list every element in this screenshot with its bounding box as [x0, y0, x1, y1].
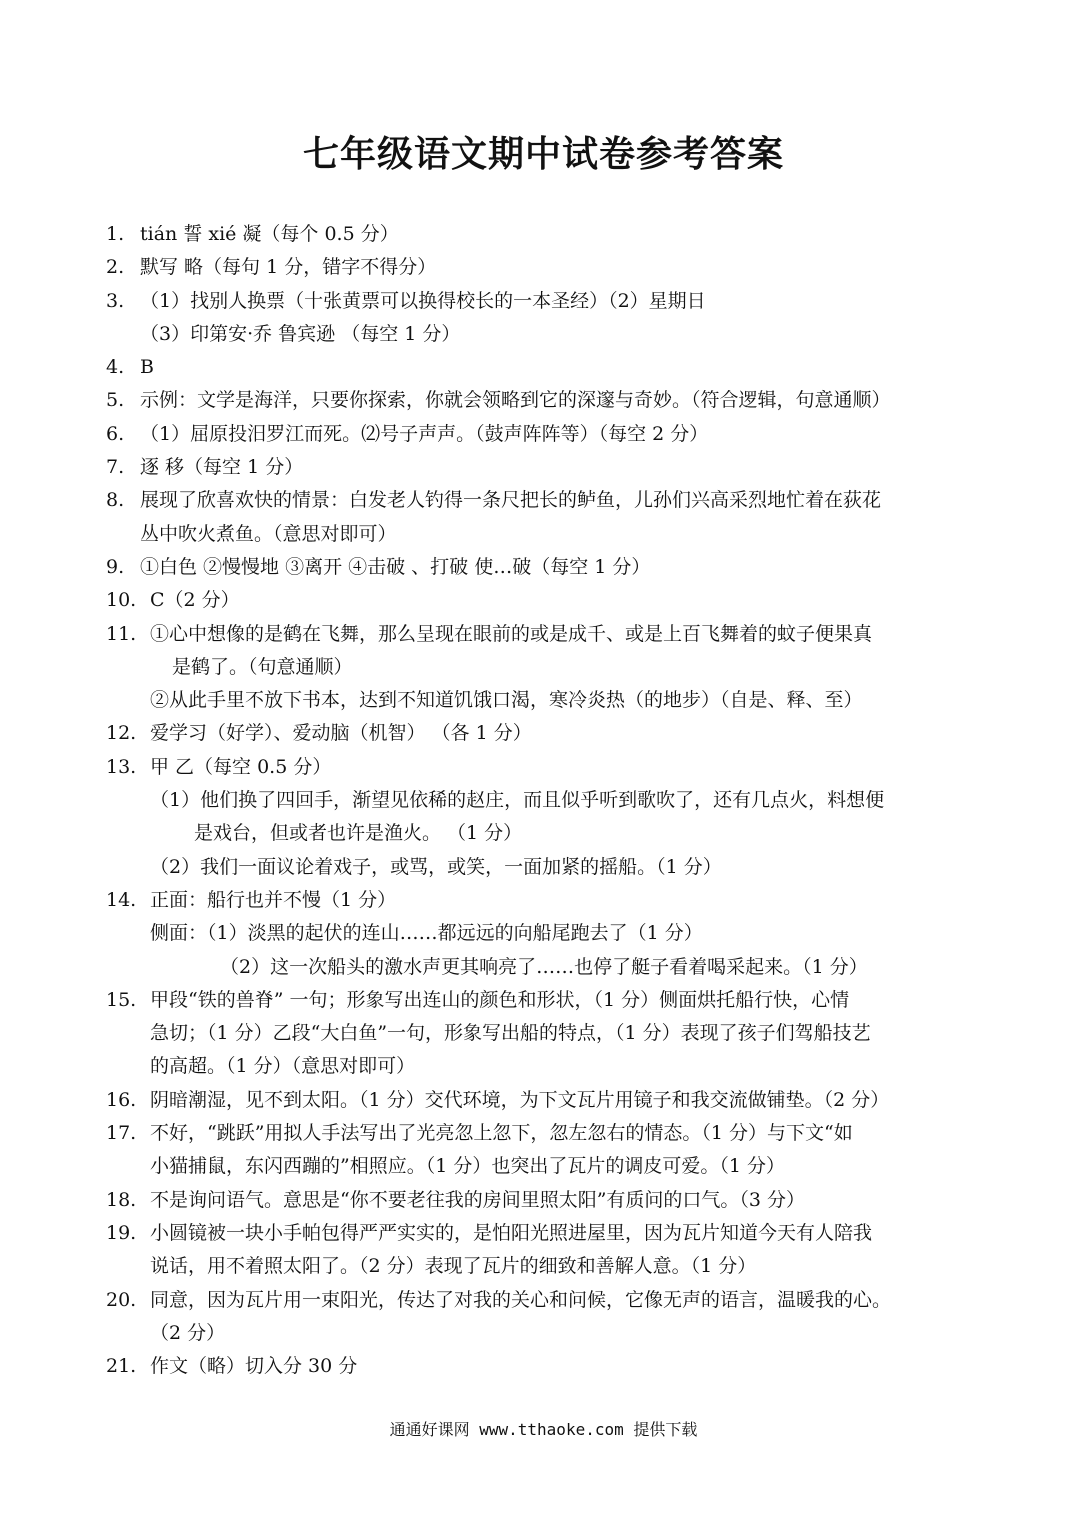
answer-item: [106, 618, 996, 718]
answer-text: 爱学习（好学）、爱动脑（机智） （各 1 分）: [150, 722, 532, 745]
answer-item: [106, 484, 996, 551]
answer-number: 13.: [106, 755, 137, 778]
answer-item: [106, 751, 996, 884]
answer-number: 8.: [106, 489, 125, 512]
answer-text: （2）我们一面议论着戏子，或骂，或笑，一面加紧的摇船。（1 分）: [150, 855, 722, 878]
answer-item: [106, 1084, 996, 1117]
answer-text: 阴暗潮湿，见不到太阳。（1 分）交代环境，为下文瓦片用镜子和我交流做铺垫。（2 分）: [150, 1088, 890, 1111]
answer-text: （2 分）: [150, 1321, 226, 1344]
answer-number: 21.: [106, 1355, 137, 1378]
answer-item: [106, 218, 996, 251]
answer-item: [106, 251, 996, 284]
answer-item: [106, 285, 996, 352]
answer-text: 小圆镜被一块小手帕包得严严实实的，是怕阳光照进屋里，因为瓦片知道今天有人陪我: [150, 1221, 873, 1244]
answer-text: 说话，用不着照太阳了。（2 分）表现了瓦片的细致和善解人意。（1 分）: [150, 1255, 757, 1278]
answer-text: 甲段“铁的兽脊” 一句；形象写出连山的颜色和形状，（1 分）侧面烘托船行快，心情: [150, 988, 850, 1011]
answer-text: ①白色 ②慢慢地 ③离开 ④击破 、打破 使…破（每空 1 分）: [140, 555, 651, 578]
answer-text: B: [140, 356, 154, 379]
page-footer: 通通好课网 www.tthaoke.com 提供下载: [389, 1420, 698, 1439]
answer-number: 7.: [106, 456, 125, 479]
answer-text: 展现了欣喜欢快的情景：白发老人钓得一条尺把长的鲈鱼，儿孙们兴高采烈地忙着在荻花: [140, 489, 882, 512]
answer-item: [106, 384, 996, 417]
page-title: 七年级语文期中试卷参考答案: [302, 134, 784, 175]
answer-text: 甲 乙（每空 0.5 分）: [150, 755, 332, 778]
answer-number: 15.: [106, 988, 137, 1011]
answer-number: 6.: [106, 422, 125, 445]
answer-number: 3.: [106, 289, 125, 312]
answer-number: 19.: [106, 1221, 137, 1244]
answer-item: [106, 418, 996, 451]
answer-item: [106, 1217, 996, 1284]
answer-text: ②从此手里不放下书本，达到不知道饥饿口渴，寒冷炎热（的地步）（自是、释、至）: [150, 689, 863, 712]
answer-number: 20.: [106, 1288, 137, 1311]
answer-item: [106, 1117, 996, 1184]
answer-text: 是戏台，但或者也许是渔火。 （1 分）: [194, 822, 523, 845]
answer-text: 作文（略）切入分 30 分: [150, 1355, 358, 1378]
answer-item: [106, 584, 996, 617]
answer-item: [106, 884, 996, 984]
answer-text: 示例：文学是海洋，只要你探索，你就会领略到它的深邃与奇妙。（符合逻辑，句意通顺）: [140, 389, 891, 412]
answer-text: 默写 略（每句 1 分，错字不得分）: [140, 256, 437, 279]
answer-number: 9.: [106, 555, 125, 578]
answer-list: [106, 218, 996, 1383]
answer-text: tián 誓 xié 凝（每个 0.5 分）: [140, 223, 399, 245]
answer-item: [106, 1350, 996, 1383]
answer-number: 2.: [106, 256, 125, 279]
answer-text: 的高超。（1 分）（意思对即可）: [150, 1055, 416, 1078]
answer-item: [106, 1184, 996, 1217]
answer-item: [106, 551, 996, 584]
answer-text: 急切；（1 分）乙段“大白鱼”一句，形象写出船的特点，（1 分）表现了孩子们驾船技艺: [150, 1022, 871, 1045]
answer-text: （1）找别人换票（十张黄票可以换得校长的一本圣经）（2）星期日: [140, 289, 706, 312]
answer-text: 不是询问语气。意思是“你不要老往我的房间里照太阳”有质问的口气。（3 分）: [150, 1188, 806, 1211]
answer-number: 16.: [106, 1088, 137, 1111]
answer-item: [106, 351, 996, 384]
answer-text: 小猫捕鼠，东闪西蹦的”相照应。（1 分）也突出了瓦片的调皮可爱。（1 分）: [150, 1155, 785, 1178]
answer-item: [106, 451, 996, 484]
answer-text: （3）印第安·乔 鲁宾逊 （每空 1 分）: [140, 322, 461, 345]
answer-text: C（2 分）: [150, 589, 240, 612]
answer-text: （2）这一次船头的激水声更其响亮了……也停了艇子看着喝采起来。（1 分）: [220, 955, 868, 978]
answer-item: [106, 717, 996, 750]
answer-number: 14.: [106, 888, 137, 911]
answer-text: 正面：船行也并不慢（1 分）: [150, 888, 397, 911]
answer-text: 逐 移（每空 1 分）: [140, 456, 304, 479]
answer-text: 侧面：（1）淡黑的起伏的连山……都远远的向船尾跑去了（1 分）: [150, 922, 703, 945]
answer-text: ①心中想像的是鹤在飞舞，那么呈现在眼前的或是成千、或是上百飞舞着的蚊子便果真: [150, 622, 873, 645]
answer-item: [106, 1284, 996, 1351]
answer-number: 11.: [106, 622, 137, 645]
answer-text: （1）屈原投汨罗江而死。⑵号子声声。（鼓声阵阵等）（每空 2 分）: [140, 422, 709, 445]
answer-number: 5.: [106, 389, 125, 412]
answer-number: 4.: [106, 356, 125, 379]
answer-text: 不好，“跳跃”用拟人手法写出了光亮忽上忽下，忽左忽右的情态。（1 分）与下文“如: [150, 1122, 853, 1145]
answer-number: 12.: [106, 722, 137, 745]
answer-text: 同意，因为瓦片用一束阳光，传达了对我的关心和问候，它像无声的语言，温暖我的心。: [150, 1288, 892, 1311]
answer-number: 1.: [106, 223, 125, 245]
answer-text: 丛中吹火煮鱼。（意思对即可）: [140, 522, 397, 545]
answer-number: 10.: [106, 589, 137, 612]
answer-item: [106, 984, 996, 1084]
answer-number: 18.: [106, 1188, 137, 1211]
answer-number: 17.: [106, 1122, 137, 1145]
answer-text: （1）他们换了四回手，渐望见依稀的赵庄，而且似乎听到歌吹了，还有几点火，料想便: [150, 789, 885, 812]
answer-text: 是鹤了。（句意通顺）: [172, 655, 353, 678]
